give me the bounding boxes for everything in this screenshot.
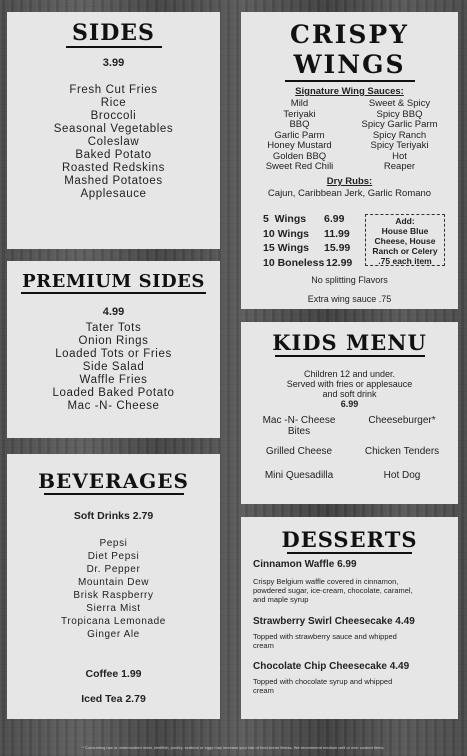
coffee-label: Coffee 1.99 [85, 668, 142, 680]
wing-price-row [263, 212, 352, 227]
wing-price-row [263, 241, 352, 256]
kids-item [353, 446, 451, 457]
sauce-item: Spicy BBQ [376, 108, 423, 120]
sides-item: Mashed Potatoes [64, 175, 163, 187]
kids-title-underline [275, 355, 425, 357]
dessert-item [253, 616, 458, 650]
premium-side-item: Loaded Baked Potato [52, 387, 175, 399]
dessert-name: Strawberry Swirl Cheesecake 4.49 [253, 616, 415, 627]
wing-price: 11.99 [324, 227, 350, 240]
sauce-item: Teriyaki [283, 108, 316, 120]
extra-sauce-note: Extra wing sauce .75 [307, 294, 392, 304]
beverage-item: Mountain Dew [77, 577, 150, 588]
soft-drinks-label: Soft Drinks 2.79 [73, 510, 154, 522]
sauce-item: Garlic Parm [274, 129, 325, 141]
sides-item: Broccoli [90, 110, 137, 122]
sides-title-underline [66, 46, 162, 48]
sides-title: SIDES [72, 20, 155, 46]
sides-item: Seasonal Vegetables [53, 123, 174, 135]
kids-item-line: Grilled Cheese [265, 446, 333, 457]
beverages-title-underline [44, 493, 184, 495]
wing-price: 6.99 [324, 213, 345, 225]
wing-price-row [263, 256, 352, 271]
dessert-desc-line: powdered sugar, ice-cream, chocolate, caramel, [253, 586, 413, 595]
wing-sauces [241, 99, 458, 173]
desserts-title: DESSERTS [281, 527, 418, 552]
wing-count: 10 Wings [263, 227, 309, 240]
sauce-item: Hot [392, 150, 407, 162]
kids-item [255, 470, 343, 481]
kids-price: 6.99 [340, 399, 359, 409]
kids-item-line: Mini Quesadilla [264, 470, 334, 481]
sauces-right-column [350, 99, 450, 173]
wings-title-underline [285, 80, 415, 82]
dessert-name: Cinnamon Waffle 6.99 [253, 559, 357, 570]
no-splitting-note: No splitting Flavors [311, 275, 388, 285]
beverage-item: Sierra Mist [86, 603, 141, 614]
sides-item: Roasted Redskins [62, 162, 165, 174]
dessert-desc-line: Topped with strawberry sauce and whipped [253, 632, 397, 641]
sauce-item: Mild [290, 98, 309, 109]
sauce-item: Spicy Teriyaki [370, 140, 429, 151]
kids-item-line: Chicken Tenders [364, 446, 440, 457]
wing-count: 5 Wings [263, 213, 307, 225]
dessert-desc-line: and maple syrup [253, 595, 309, 604]
wing-price-row [263, 227, 352, 242]
premium-side-item: Waffle Fries [79, 374, 148, 386]
wings-title-line2: WINGS [293, 50, 406, 79]
wings-panel [241, 12, 458, 309]
beverage-item: Tropicana Lemonade [61, 616, 166, 627]
dessert-list [241, 554, 458, 695]
sides-list [7, 84, 220, 201]
sauces-left-column [250, 99, 350, 173]
iced-tea-label: Iced Tea 2.79 [81, 693, 146, 705]
kids-intro-line: and soft drink [322, 389, 377, 399]
premium-side-item: Onion Rings [78, 335, 149, 347]
sauce-item: Spicy Ranch [372, 129, 427, 141]
wing-prices [263, 212, 352, 270]
premium-title-underline [21, 292, 206, 294]
dessert-name: Chocolate Chip Cheesecake 4.49 [253, 661, 410, 672]
sides-panel [7, 12, 220, 249]
kids-intro [241, 369, 458, 399]
kids-menu-title: KIDS MENU [272, 330, 427, 355]
sides-item: Rice [100, 97, 127, 109]
kids-item [353, 470, 451, 481]
premium-sides-panel [7, 261, 220, 438]
kids-item [353, 415, 451, 426]
dessert-desc-line: cream [253, 686, 274, 695]
kids-menu-panel [241, 322, 458, 504]
premium-sides-price: 4.99 [102, 306, 125, 318]
footer-disclaimer: * Consuming raw or undercooked meat, shellfish, poultry, seafood or eggs may increase your risk of food-borne illness. We recommend medium well or over cooked items. [82, 745, 385, 750]
sauce-item: BBQ [289, 119, 310, 130]
beverages-list [7, 537, 220, 641]
add-on-line: Cheese, House [374, 236, 436, 246]
kids-intro-line: Children 12 and under. [303, 369, 396, 379]
beverages-title: BEVERAGES [38, 469, 189, 493]
wing-price: 12.99 [326, 256, 353, 269]
premium-side-item: Loaded Tots or Fries [55, 348, 172, 360]
kids-item-line: Hot Dog [383, 470, 421, 481]
dry-rubs-list: Cajun, Caribbean Jerk, Garlic Romano [267, 187, 432, 199]
premium-sides-title: PREMIUM SIDES [22, 271, 205, 292]
kids-item [255, 415, 343, 437]
sides-item: Baked Potato [75, 149, 152, 161]
beverages-panel [7, 454, 220, 719]
add-on-line: Add: [395, 216, 415, 226]
dessert-desc-line: cream [253, 641, 274, 650]
kids-intro-line: Served with fries or applesauce [286, 379, 413, 389]
sauce-item: Sweet & Spicy [368, 98, 431, 109]
wing-count: 15 Wings [263, 242, 309, 254]
wing-count: 10 Boneless [263, 256, 325, 269]
sides-item: Fresh Cut Fries [69, 84, 158, 96]
sauce-item: Spicy Garlic Parm [361, 119, 438, 130]
premium-side-item: Mac -N- Cheese [67, 400, 160, 412]
beverage-item: Ginger Ale [87, 629, 140, 640]
add-on-line: House Blue [381, 226, 429, 236]
beverage-item: Dr. Pepper [86, 564, 141, 575]
sides-price: 3.99 [102, 57, 125, 69]
kids-item-line: Bites [287, 426, 311, 437]
dessert-desc-line: Topped with chocolate syrup and whipped [253, 677, 393, 686]
kids-item-line: Cheeseburger* [368, 415, 436, 426]
premium-side-item: Side Salad [82, 361, 145, 373]
sides-item: Coleslaw [87, 136, 140, 148]
sauce-item: Sweet Red Chili [265, 161, 334, 172]
add-on-line: Ranch or Celery [372, 246, 438, 256]
beverage-item: Pepsi [99, 538, 128, 549]
premium-side-item: Tater Tots [85, 322, 142, 334]
premium-sides-list [7, 322, 220, 413]
sauce-item: Golden BBQ [272, 150, 327, 162]
dessert-item [253, 661, 458, 695]
dry-rubs-label: Dry Rubs: [326, 175, 373, 187]
beverage-item: Brisk Raspberry [73, 590, 154, 601]
add-on-line: .75 each item [378, 256, 432, 266]
sauce-item: Reaper [383, 161, 416, 172]
sides-item: Applesauce [80, 188, 147, 200]
sauce-item: Honey Mustard [267, 140, 332, 151]
kids-item [255, 446, 343, 457]
kids-item-line: Mac -N- Cheese [262, 415, 336, 426]
beverage-item: Diet Pepsi [87, 551, 140, 562]
desserts-panel [241, 517, 458, 719]
wing-price: 15.99 [324, 242, 351, 254]
dessert-desc-line: Crispy Belgium waffle covered in cinnamon, [253, 577, 399, 586]
add-ons-box [365, 214, 445, 266]
wing-sauces-label: Signature Wing Sauces: [295, 86, 404, 97]
dessert-item [253, 559, 458, 604]
wings-title-line1: CRISPY [289, 20, 410, 49]
